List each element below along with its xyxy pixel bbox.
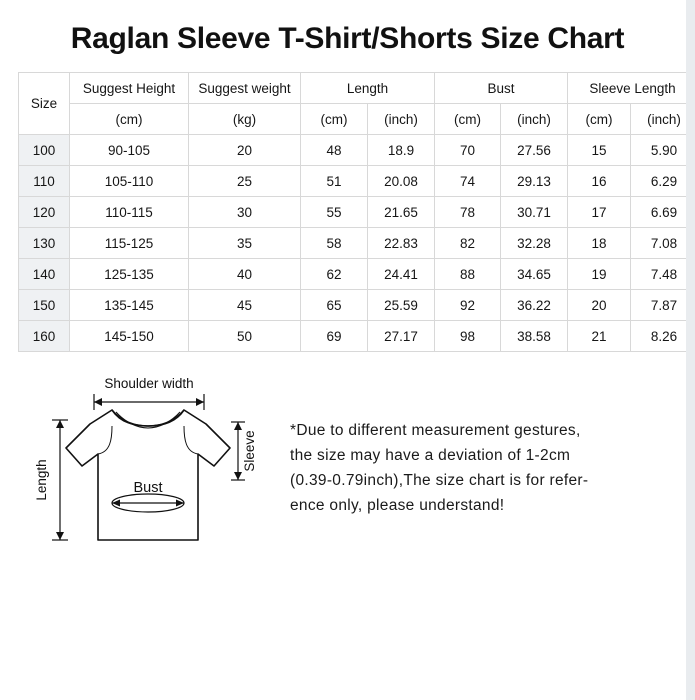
cell-length-cm: 51 [301,166,368,197]
header-sleeve-length: Sleeve Length [568,73,695,104]
cell-length-cm: 48 [301,135,368,166]
cell-length-inch: 27.17 [368,321,435,352]
cell-sleeve-inch: 6.69 [631,197,695,228]
tshirt-outline [66,410,230,540]
header-suggest-weight: Suggest weight [189,73,301,104]
cell-length-cm: 65 [301,290,368,321]
cell-sleeve-inch: 6.29 [631,166,695,197]
right-edge-strip [686,0,695,700]
note-line-3: (0.39-0.79inch),The size chart is for refer- [290,472,589,489]
cell-bust-inch: 38.58 [501,321,568,352]
table-header-row-groups [19,73,695,104]
cell-height: 125-135 [70,259,189,290]
shoulder-width-label: Shoulder width [104,376,194,391]
tshirt-diagram-svg [26,370,276,558]
table-row [19,259,695,290]
cell-weight: 50 [189,321,301,352]
size-chart-table [18,72,695,352]
note-line-4: ence only, please understand! [290,497,505,514]
cell-height: 115-125 [70,228,189,259]
cell-sleeve-inch: 5.90 [631,135,695,166]
cell-length-cm: 55 [301,197,368,228]
cell-bust-inch: 32.28 [501,228,568,259]
cell-weight: 35 [189,228,301,259]
cell-size: 100 [19,135,70,166]
table-row [19,197,695,228]
cell-bust-inch: 34.65 [501,259,568,290]
header-length-inch: (inch) [368,104,435,135]
cell-sleeve-cm: 16 [568,166,631,197]
cell-length-inch: 20.08 [368,166,435,197]
cell-bust-inch: 29.13 [501,166,568,197]
cell-weight: 30 [189,197,301,228]
cell-height: 135-145 [70,290,189,321]
cell-size: 130 [19,228,70,259]
header-length: Length [301,73,435,104]
bust-label: Bust [133,480,163,496]
cell-weight: 25 [189,166,301,197]
cell-bust-inch: 30.71 [501,197,568,228]
page-title: Raglan Sleeve T-Shirt/Shorts Size Chart [70,22,625,55]
cell-size: 160 [19,321,70,352]
header-bust-inch: (inch) [501,104,568,135]
cell-height: 105-110 [70,166,189,197]
cell-bust-cm: 78 [435,197,501,228]
cell-sleeve-inch: 7.08 [631,228,695,259]
header-size: Size [19,73,70,135]
cell-length-inch: 24.41 [368,259,435,290]
header-sleeve-inch: (inch) [631,104,695,135]
cell-sleeve-cm: 21 [568,321,631,352]
cell-bust-cm: 98 [435,321,501,352]
table-row [19,228,695,259]
table-row [19,135,695,166]
cell-sleeve-cm: 19 [568,259,631,290]
header-length-cm: (cm) [301,104,368,135]
cell-sleeve-cm: 17 [568,197,631,228]
header-weight-unit: (kg) [189,104,301,135]
cell-sleeve-inch: 7.87 [631,290,695,321]
table-row [19,321,695,352]
cell-sleeve-cm: 15 [568,135,631,166]
sleeve-label: Sleeve [242,430,257,472]
cell-length-inch: 21.65 [368,197,435,228]
cell-size: 150 [19,290,70,321]
cell-length-inch: 25.59 [368,290,435,321]
cell-sleeve-inch: 7.48 [631,259,695,290]
header-bust: Bust [435,73,568,104]
cell-height: 90-105 [70,135,189,166]
cell-weight: 45 [189,290,301,321]
cell-length-cm: 62 [301,259,368,290]
header-sleeve-cm: (cm) [568,104,631,135]
measurement-note [290,418,670,518]
cell-bust-cm: 70 [435,135,501,166]
cell-length-inch: 18.9 [368,135,435,166]
cell-bust-cm: 88 [435,259,501,290]
header-suggest-height: Suggest Height [70,73,189,104]
table-row [19,290,695,321]
cell-weight: 40 [189,259,301,290]
header-bust-cm: (cm) [435,104,501,135]
cell-bust-inch: 36.22 [501,290,568,321]
cell-height: 145-150 [70,321,189,352]
cell-bust-inch: 27.56 [501,135,568,166]
cell-bust-cm: 82 [435,228,501,259]
cell-size: 120 [19,197,70,228]
cell-size: 140 [19,259,70,290]
header-height-unit: (cm) [70,104,189,135]
cell-length-cm: 58 [301,228,368,259]
cell-weight: 20 [189,135,301,166]
cell-bust-cm: 74 [435,166,501,197]
cell-sleeve-cm: 20 [568,290,631,321]
length-label: Length [34,459,49,501]
note-line-2: the size may have a deviation of 1-2cm [290,447,571,464]
tshirt-measurement-diagram [26,370,276,558]
cell-length-cm: 69 [301,321,368,352]
cell-sleeve-cm: 18 [568,228,631,259]
cell-length-inch: 22.83 [368,228,435,259]
cell-sleeve-inch: 8.26 [631,321,695,352]
table-row [19,166,695,197]
table-header-row-units [19,104,695,135]
cell-size: 110 [19,166,70,197]
cell-height: 110-115 [70,197,189,228]
cell-bust-cm: 92 [435,290,501,321]
bottom-section [18,370,677,560]
note-line-1: *Due to different measurement gestures, [290,422,581,439]
